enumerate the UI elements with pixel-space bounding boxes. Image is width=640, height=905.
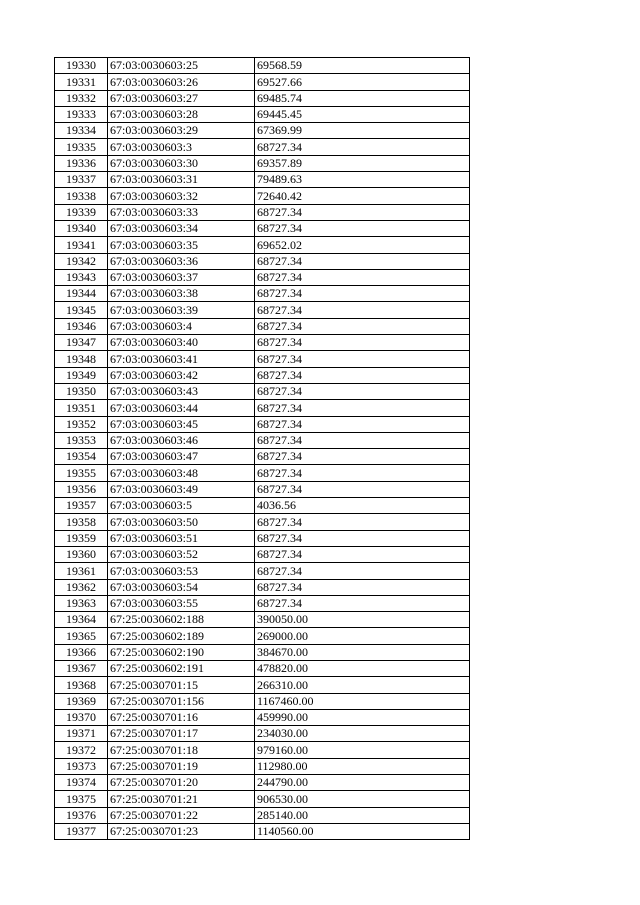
cadastral-value-cell: 69357.89 <box>255 155 470 171</box>
cadastral-number-cell: 67:03:0030603:5 <box>108 498 255 514</box>
cadastral-number-cell: 67:03:0030603:54 <box>108 579 255 595</box>
cadastral-number-cell: 67:25:0030701:22 <box>108 807 255 823</box>
table-row <box>55 579 470 595</box>
row-number-cell: 19362 <box>55 579 108 595</box>
table-row <box>55 775 470 791</box>
table-row <box>55 400 470 416</box>
table-row <box>55 220 470 236</box>
table-row <box>55 546 470 562</box>
table-row <box>55 286 470 302</box>
cadastral-value-cell: 69652.02 <box>255 237 470 253</box>
cadastral-value-cell: 68727.34 <box>255 269 470 285</box>
cadastral-value-cell: 69527.66 <box>255 74 470 90</box>
row-number-cell: 19377 <box>55 823 108 839</box>
row-number-cell: 19338 <box>55 188 108 204</box>
table-row <box>55 155 470 171</box>
row-number-cell: 19345 <box>55 302 108 318</box>
cadastral-number-cell: 67:03:0030603:37 <box>108 269 255 285</box>
cadastral-number-cell: 67:03:0030603:3 <box>108 139 255 155</box>
cadastral-number-cell: 67:25:0030701:17 <box>108 726 255 742</box>
table-row <box>55 172 470 188</box>
cadastral-number-cell: 67:03:0030603:55 <box>108 595 255 611</box>
table-row <box>55 432 470 448</box>
cadastral-number-cell: 67:03:0030603:25 <box>108 58 255 74</box>
cadastral-value-cell: 384670.00 <box>255 644 470 660</box>
cadastral-number-cell: 67:25:0030602:188 <box>108 612 255 628</box>
cadastral-value-cell: 266310.00 <box>255 677 470 693</box>
row-number-cell: 19352 <box>55 416 108 432</box>
row-number-cell: 19360 <box>55 546 108 562</box>
row-number-cell: 19358 <box>55 514 108 530</box>
table-row <box>55 302 470 318</box>
cadastral-number-cell: 67:25:0030701:156 <box>108 693 255 709</box>
table-row <box>55 465 470 481</box>
row-number-cell: 19353 <box>55 432 108 448</box>
cadastral-number-cell: 67:25:0030701:15 <box>108 677 255 693</box>
table-row <box>55 139 470 155</box>
cadastral-value-cell: 68727.34 <box>255 253 470 269</box>
row-number-cell: 19371 <box>55 726 108 742</box>
cadastral-value-cell: 68727.34 <box>255 465 470 481</box>
cadastral-number-cell: 67:03:0030603:44 <box>108 400 255 416</box>
table-row <box>55 823 470 839</box>
table-row <box>55 660 470 676</box>
row-number-cell: 19372 <box>55 742 108 758</box>
cadastral-number-cell: 67:25:0030701:20 <box>108 775 255 791</box>
cadastral-value-cell: 68727.34 <box>255 286 470 302</box>
row-number-cell: 19365 <box>55 628 108 644</box>
table-row <box>55 758 470 774</box>
cadastral-number-cell: 67:03:0030603:50 <box>108 514 255 530</box>
row-number-cell: 19359 <box>55 530 108 546</box>
table-row <box>55 709 470 725</box>
cadastral-value-cell: 1167460.00 <box>255 693 470 709</box>
row-number-cell: 19370 <box>55 709 108 725</box>
row-number-cell: 19343 <box>55 269 108 285</box>
row-number-cell: 19336 <box>55 155 108 171</box>
table-row <box>55 416 470 432</box>
row-number-cell: 19347 <box>55 335 108 351</box>
table-row <box>55 677 470 693</box>
cadastral-value-cell: 244790.00 <box>255 775 470 791</box>
cadastral-value-cell: 68727.34 <box>255 351 470 367</box>
table-row <box>55 123 470 139</box>
table-row <box>55 269 470 285</box>
row-number-cell: 19364 <box>55 612 108 628</box>
table-row <box>55 335 470 351</box>
cadastral-value-cell: 68727.34 <box>255 302 470 318</box>
table-row <box>55 498 470 514</box>
cadastral-number-cell: 67:25:0030701:23 <box>108 823 255 839</box>
row-number-cell: 19366 <box>55 644 108 660</box>
cadastral-value-cell: 285140.00 <box>255 807 470 823</box>
table-row <box>55 595 470 611</box>
cadastral-value-cell: 979160.00 <box>255 742 470 758</box>
cadastral-number-cell: 67:03:0030603:41 <box>108 351 255 367</box>
table-row <box>55 644 470 660</box>
table-row <box>55 253 470 269</box>
cadastral-number-cell: 67:03:0030603:51 <box>108 530 255 546</box>
row-number-cell: 19337 <box>55 172 108 188</box>
cadastral-value-cell: 69485.74 <box>255 90 470 106</box>
cadastral-number-cell: 67:25:0030701:21 <box>108 791 255 807</box>
cadastral-value-cell: 68727.34 <box>255 400 470 416</box>
cadastral-value-cell: 68727.34 <box>255 318 470 334</box>
cadastral-number-cell: 67:03:0030603:27 <box>108 90 255 106</box>
cadastral-value-cell: 72640.42 <box>255 188 470 204</box>
cadastral-number-cell: 67:25:0030602:189 <box>108 628 255 644</box>
cadastral-value-cell: 68727.34 <box>255 432 470 448</box>
cadastral-number-cell: 67:03:0030603:39 <box>108 302 255 318</box>
table-row <box>55 318 470 334</box>
table-row <box>55 106 470 122</box>
cadastral-value-cell: 68727.34 <box>255 481 470 497</box>
cadastral-value-cell: 906530.00 <box>255 791 470 807</box>
cadastral-number-cell: 67:03:0030603:29 <box>108 123 255 139</box>
cadastral-value-cell: 67369.99 <box>255 123 470 139</box>
cadastral-number-cell: 67:25:0030701:19 <box>108 758 255 774</box>
table-row <box>55 449 470 465</box>
row-number-cell: 19368 <box>55 677 108 693</box>
table-row <box>55 188 470 204</box>
cadastral-value-cell: 68727.34 <box>255 530 470 546</box>
row-number-cell: 19330 <box>55 58 108 74</box>
row-number-cell: 19334 <box>55 123 108 139</box>
table-row <box>55 74 470 90</box>
cadastral-value-cell: 69568.59 <box>255 58 470 74</box>
table-row <box>55 351 470 367</box>
row-number-cell: 19342 <box>55 253 108 269</box>
row-number-cell: 19335 <box>55 139 108 155</box>
cadastral-number-cell: 67:03:0030603:32 <box>108 188 255 204</box>
table-row <box>55 237 470 253</box>
cadastral-number-cell: 67:03:0030603:4 <box>108 318 255 334</box>
cadastral-value-cell: 68727.34 <box>255 220 470 236</box>
row-number-cell: 19331 <box>55 74 108 90</box>
row-number-cell: 19354 <box>55 449 108 465</box>
row-number-cell: 19361 <box>55 563 108 579</box>
table-row <box>55 367 470 383</box>
cadastral-value-cell: 459990.00 <box>255 709 470 725</box>
table-row <box>55 742 470 758</box>
row-number-cell: 19356 <box>55 481 108 497</box>
cadastral-value-cell: 68727.34 <box>255 416 470 432</box>
cadastral-value-cell: 234030.00 <box>255 726 470 742</box>
table-row <box>55 204 470 220</box>
cadastral-value-cell: 112980.00 <box>255 758 470 774</box>
cadastral-value-cell: 68727.34 <box>255 595 470 611</box>
row-number-cell: 19375 <box>55 791 108 807</box>
cadastral-number-cell: 67:03:0030603:53 <box>108 563 255 579</box>
row-number-cell: 19367 <box>55 660 108 676</box>
table-body <box>55 58 470 840</box>
cadastral-number-cell: 67:03:0030603:49 <box>108 481 255 497</box>
cadastral-number-cell: 67:03:0030603:26 <box>108 74 255 90</box>
cadastral-number-cell: 67:03:0030603:34 <box>108 220 255 236</box>
cadastral-value-table <box>54 57 470 840</box>
cadastral-value-cell: 68727.34 <box>255 546 470 562</box>
table-row <box>55 612 470 628</box>
row-number-cell: 19369 <box>55 693 108 709</box>
row-number-cell: 19357 <box>55 498 108 514</box>
document-page <box>54 57 469 840</box>
row-number-cell: 19373 <box>55 758 108 774</box>
cadastral-number-cell: 67:25:0030602:190 <box>108 644 255 660</box>
row-number-cell: 19376 <box>55 807 108 823</box>
cadastral-number-cell: 67:25:0030701:18 <box>108 742 255 758</box>
table-row <box>55 791 470 807</box>
cadastral-value-cell: 68727.34 <box>255 449 470 465</box>
cadastral-value-cell: 79489.63 <box>255 172 470 188</box>
cadastral-value-cell: 390050.00 <box>255 612 470 628</box>
cadastral-value-cell: 68727.34 <box>255 204 470 220</box>
table-row <box>55 481 470 497</box>
cadastral-value-cell: 68727.34 <box>255 139 470 155</box>
row-number-cell: 19351 <box>55 400 108 416</box>
cadastral-number-cell: 67:03:0030603:45 <box>108 416 255 432</box>
cadastral-value-cell: 478820.00 <box>255 660 470 676</box>
cadastral-value-cell: 68727.34 <box>255 514 470 530</box>
cadastral-number-cell: 67:03:0030603:30 <box>108 155 255 171</box>
cadastral-number-cell: 67:03:0030603:35 <box>108 237 255 253</box>
row-number-cell: 19355 <box>55 465 108 481</box>
table-row <box>55 807 470 823</box>
cadastral-number-cell: 67:03:0030603:47 <box>108 449 255 465</box>
row-number-cell: 19363 <box>55 595 108 611</box>
cadastral-number-cell: 67:25:0030701:16 <box>108 709 255 725</box>
cadastral-value-cell: 68727.34 <box>255 367 470 383</box>
cadastral-number-cell: 67:03:0030603:28 <box>108 106 255 122</box>
cadastral-value-cell: 1140560.00 <box>255 823 470 839</box>
table-row <box>55 58 470 74</box>
cadastral-number-cell: 67:03:0030603:42 <box>108 367 255 383</box>
cadastral-number-cell: 67:03:0030603:46 <box>108 432 255 448</box>
row-number-cell: 19333 <box>55 106 108 122</box>
row-number-cell: 19332 <box>55 90 108 106</box>
cadastral-number-cell: 67:03:0030603:40 <box>108 335 255 351</box>
cadastral-value-cell: 68727.34 <box>255 563 470 579</box>
row-number-cell: 19374 <box>55 775 108 791</box>
row-number-cell: 19349 <box>55 367 108 383</box>
table-row <box>55 628 470 644</box>
cadastral-value-cell: 4036.56 <box>255 498 470 514</box>
row-number-cell: 19346 <box>55 318 108 334</box>
table-row <box>55 726 470 742</box>
row-number-cell: 19341 <box>55 237 108 253</box>
cadastral-number-cell: 67:03:0030603:33 <box>108 204 255 220</box>
table-row <box>55 530 470 546</box>
table-row <box>55 383 470 399</box>
table-row <box>55 514 470 530</box>
row-number-cell: 19344 <box>55 286 108 302</box>
row-number-cell: 19339 <box>55 204 108 220</box>
cadastral-value-cell: 68727.34 <box>255 335 470 351</box>
cadastral-value-cell: 68727.34 <box>255 579 470 595</box>
cadastral-value-cell: 69445.45 <box>255 106 470 122</box>
cadastral-number-cell: 67:03:0030603:48 <box>108 465 255 481</box>
row-number-cell: 19350 <box>55 383 108 399</box>
cadastral-number-cell: 67:03:0030603:38 <box>108 286 255 302</box>
cadastral-value-cell: 68727.34 <box>255 383 470 399</box>
cadastral-number-cell: 67:03:0030603:52 <box>108 546 255 562</box>
cadastral-number-cell: 67:03:0030603:36 <box>108 253 255 269</box>
row-number-cell: 19348 <box>55 351 108 367</box>
cadastral-value-cell: 269000.00 <box>255 628 470 644</box>
cadastral-number-cell: 67:03:0030603:43 <box>108 383 255 399</box>
table-row <box>55 563 470 579</box>
cadastral-number-cell: 67:03:0030603:31 <box>108 172 255 188</box>
table-row <box>55 90 470 106</box>
cadastral-number-cell: 67:25:0030602:191 <box>108 660 255 676</box>
table-row <box>55 693 470 709</box>
row-number-cell: 19340 <box>55 220 108 236</box>
